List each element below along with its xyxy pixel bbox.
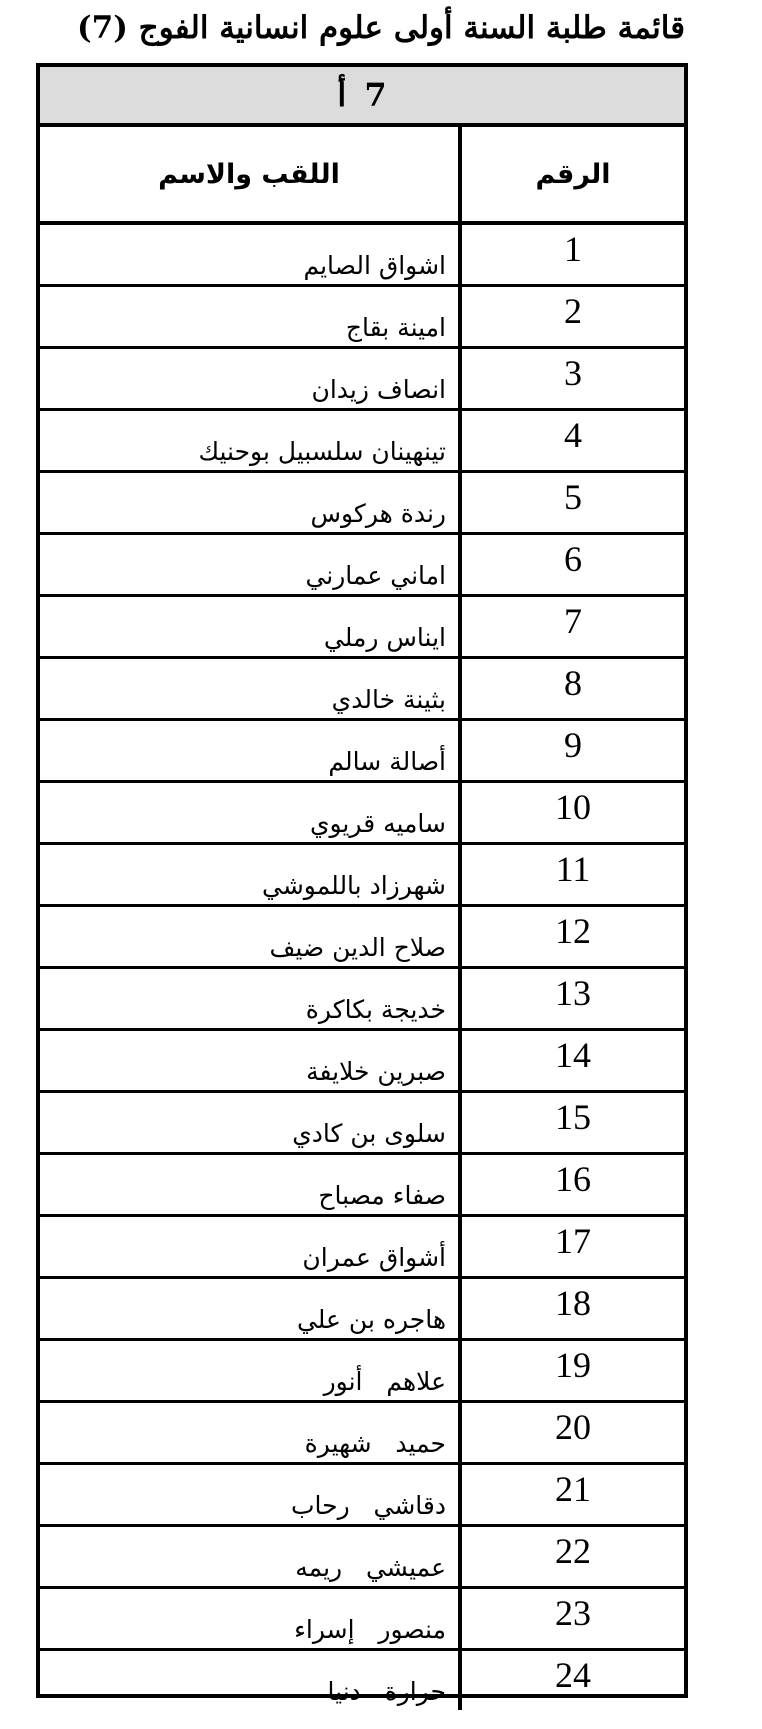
student-number: 22: [555, 1530, 591, 1571]
student-name-cell: [40, 1650, 460, 1711]
student-name: رندة هركوس: [310, 499, 446, 528]
page-title: قائمة طلبة السنة أولى علوم انسانية الفوج (7): [76, 10, 686, 46]
name-column-header: اللقب والاسم: [40, 127, 460, 223]
table-row: [40, 844, 684, 906]
student-name: حرارة دنيا: [327, 1677, 446, 1706]
table-row: [40, 348, 684, 410]
table-row: [40, 534, 684, 596]
student-number: 11: [555, 848, 591, 889]
student-name-cell: [40, 968, 460, 1030]
student-name-cell: [40, 1216, 460, 1278]
student-name: اماني عمارني: [305, 561, 446, 590]
student-name: أصالة سالم: [328, 747, 446, 776]
student-number: 13: [555, 972, 591, 1013]
student-name: ايناس رملي: [323, 623, 446, 652]
student-name-cell: [40, 534, 460, 596]
student-name: اشواق الصايم: [303, 251, 446, 280]
table-row: [40, 1278, 684, 1340]
student-number: 9: [564, 724, 582, 765]
table-row: [40, 658, 684, 720]
student-number-cell: [460, 720, 684, 782]
student-number: 20: [555, 1406, 591, 1447]
table-row: [40, 782, 684, 844]
student-name-cell: [40, 1030, 460, 1092]
student-name: دقاشي رحاب: [290, 1491, 446, 1520]
student-table: [40, 127, 684, 1710]
table-row: [40, 1526, 684, 1588]
student-number-cell: [460, 782, 684, 844]
student-name: منصور إسراء: [294, 1615, 446, 1644]
table-row: [40, 286, 684, 348]
table-row: [40, 223, 684, 286]
student-name: أشواق عمران: [302, 1243, 446, 1272]
student-number-cell: [460, 223, 684, 286]
student-number: 18: [555, 1282, 591, 1323]
student-number-cell: [460, 1526, 684, 1588]
student-number-cell: [460, 844, 684, 906]
student-name: خديجة بكاكرة: [305, 995, 446, 1024]
student-number-cell: [460, 534, 684, 596]
table-row: [40, 1030, 684, 1092]
student-number-cell: [460, 968, 684, 1030]
student-number: 5: [564, 476, 582, 517]
student-number-cell: [460, 1340, 684, 1402]
table-row: [40, 1464, 684, 1526]
student-name-cell: [40, 348, 460, 410]
student-number-cell: [460, 348, 684, 410]
student-name-cell: [40, 1588, 460, 1650]
student-name-cell: [40, 720, 460, 782]
student-name-cell: [40, 844, 460, 906]
student-number: 19: [555, 1344, 591, 1385]
table-row: [40, 1650, 684, 1711]
table-row: [40, 1588, 684, 1650]
student-number-cell: [460, 1216, 684, 1278]
number-column-header: الرقم: [460, 127, 684, 223]
student-name-cell: [40, 1402, 460, 1464]
student-number-cell: [460, 1650, 684, 1711]
student-name: صفاء مصباح: [318, 1181, 446, 1210]
student-name: حميد شهيرة: [304, 1429, 446, 1458]
student-number-cell: [460, 1154, 684, 1216]
student-name-cell: [40, 472, 460, 534]
table-row: [40, 1402, 684, 1464]
student-name: علاهم أنور: [323, 1367, 446, 1396]
student-number-cell: [460, 1464, 684, 1526]
table-row: [40, 906, 684, 968]
student-name-cell: [40, 906, 460, 968]
table-row: [40, 1154, 684, 1216]
student-number: 24: [555, 1654, 591, 1695]
table-row: [40, 596, 684, 658]
table-row: [40, 1092, 684, 1154]
table-row: [40, 1340, 684, 1402]
table-row: [40, 720, 684, 782]
table-row: [40, 410, 684, 472]
student-name-cell: [40, 1154, 460, 1216]
student-number-cell: [460, 1588, 684, 1650]
student-name: صبرين خلايفة: [306, 1057, 446, 1086]
student-number: 10: [555, 786, 591, 827]
student-number: 16: [555, 1158, 591, 1199]
student-number: 4: [564, 414, 582, 455]
student-number: 21: [555, 1468, 591, 1509]
student-number: 17: [555, 1220, 591, 1261]
student-name: تينهينان سلسبيل بوحنيك: [198, 437, 446, 466]
table-row: [40, 968, 684, 1030]
student-number-cell: [460, 410, 684, 472]
table-row: [40, 1216, 684, 1278]
table-header-row: [40, 127, 684, 223]
student-name: سلوى بن كادي: [292, 1119, 446, 1148]
student-number: 6: [564, 538, 582, 579]
group-number: 7: [364, 76, 387, 114]
student-name: هاجره بن علي: [296, 1305, 446, 1334]
student-number-cell: [460, 472, 684, 534]
student-name-cell: [40, 286, 460, 348]
student-number: 12: [555, 910, 591, 951]
student-number: 3: [564, 352, 582, 393]
student-number-cell: [460, 1402, 684, 1464]
student-name-cell: [40, 1340, 460, 1402]
student-name-cell: [40, 658, 460, 720]
student-number: 1: [564, 228, 582, 269]
student-number-cell: [460, 1092, 684, 1154]
student-name: بثينة خالدي: [331, 685, 446, 714]
student-number-cell: [460, 1278, 684, 1340]
student-name: امينة بقاج: [345, 313, 446, 342]
student-list-sheet: [36, 63, 688, 1706]
student-name-cell: [40, 1092, 460, 1154]
student-name-cell: [40, 782, 460, 844]
student-name: صلاح الدين ضيف: [269, 933, 446, 962]
student-number-cell: [460, 596, 684, 658]
student-name-cell: [40, 1464, 460, 1526]
student-number-cell: [460, 1030, 684, 1092]
student-name-cell: [40, 596, 460, 658]
student-number: 15: [555, 1096, 591, 1137]
student-number: 14: [555, 1034, 591, 1075]
student-number: 2: [564, 290, 582, 331]
group-letter: أ: [337, 76, 347, 114]
student-name-cell: [40, 1278, 460, 1340]
student-number: 7: [564, 600, 582, 641]
group-label-band: [40, 67, 684, 127]
student-number-cell: [460, 658, 684, 720]
table-row: [40, 472, 684, 534]
student-number: 23: [555, 1592, 591, 1633]
student-name-cell: [40, 410, 460, 472]
student-name-cell: [40, 223, 460, 286]
student-name: عميشي ريمه: [295, 1553, 446, 1582]
student-name-cell: [40, 1526, 460, 1588]
student-name: انصاف زيدان: [311, 375, 446, 404]
student-name: ساميه قريوي: [309, 809, 446, 838]
student-number-cell: [460, 286, 684, 348]
student-name: شهرزاد باللموشي: [262, 871, 446, 900]
student-number: 8: [564, 662, 582, 703]
student-number-cell: [460, 906, 684, 968]
